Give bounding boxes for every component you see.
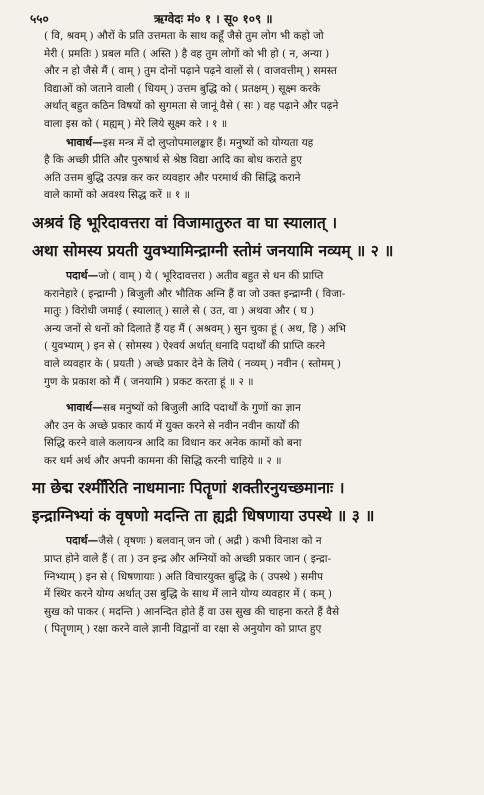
text-line: प्राप्त होने वाले हैं ( ता ) उन इन्द्र और अग्नियों को अच्छी प्रकार जान ( इन्द्रा-	[44, 553, 331, 566]
verse-2-bhavartha	[44, 399, 470, 470]
text-line: गुण के प्रकाश को मैं ( जनयामि ) प्रकट करता हूं ॥ २ ॥	[44, 375, 254, 388]
text-line: वाले कामों को अवश्य सिद्ध करें ॥ १ ॥	[44, 189, 190, 202]
text-line: करानेहारे ( इन्द्राग्नी ) बिजुली और भौतिक अग्नि हैं वा जो उक्त इन्द्राग्नी ( विजा-	[44, 287, 346, 300]
verse-1-meaning-tail	[44, 28, 470, 134]
text-line: में स्थिर करने योग्य अर्थात् उस बुद्धि के साथ में लाने योग्य व्यवहार में ( कम् )	[44, 588, 333, 601]
text-line: और उन के अच्छे प्रकार कार्य में युक्त करने से नवीन नवीन कार्यों की	[44, 419, 300, 432]
mantra-line: अथा सोमस्य प्रयती युवभ्यामिन्द्राग्नी स्तोमं जनयामि नव्यम् ॥ २ ॥	[32, 240, 394, 260]
page-number: ५५०	[30, 12, 49, 26]
text-line: और न हो जैसे मैं ( वाम् ) तुम दोनों पढ़ाने पढ़ने वालों से ( वाजवत्तीम् ) समस्त	[44, 65, 337, 78]
text-line: जैसे ( वृषणः ) बलवान् जन जो ( अद्री ) कभी विनाश को न	[98, 535, 322, 548]
verse-1-bhavartha	[44, 134, 470, 205]
text-line: ( पितॄणाम् ) रक्षा करने वाले ज्ञानी विद्वानों वा रक्षा से अनुयोग को प्राप्त हुए	[44, 623, 322, 636]
running-reference: ऋग्वेदः मं० १ । सू० १०९ ॥	[154, 12, 273, 26]
text-line: सिद्धि करने वाले कलायन्त्र आदि का विधान कर अनेक कामों को बना	[44, 437, 302, 450]
text-line: जो ( वाम् ) ये ( भूरिदावत्तरा ) अतीव बहुत से धन की प्राप्ति	[98, 269, 324, 282]
text-line: विद्याओं को जताने वाली ( धियम् ) उत्तम बुद्धि को ( प्रतक्षम् ) सूक्ष्म करके	[44, 82, 321, 95]
mantra-3	[32, 474, 470, 530]
mantra-line: मा छेद्म रश्मीँरिति नाधमानाः पितॄणां शक्तीरनुयच्छमानाः ।	[32, 478, 345, 498]
text-line: मेरी ( प्रमतिः ) प्रबल मति ( अस्ति ) है वह तुम लोगों को भी हो ( न, अन्या )	[44, 47, 330, 60]
text-line: है कि अच्छी प्रीति और पुरुषार्थ से श्रेष्ठ विद्या आदि का बोध कराते हुए	[44, 154, 302, 167]
text-line: ग्निभ्याम् ) इन से ( धिषणायाः ) अति विचारयुक्त बुद्धि के ( उपस्थे ) समीप	[44, 570, 323, 583]
text-line: मातुः ) विरोधी जमाई ( स्यालात् ) साले से ( उत, वा ) अथवा और ( घ )	[44, 305, 315, 318]
text-line: ( युवभ्याम् ) इन से ( सोमस्य ) ऐश्वर्य अर्थात् धनादि पदार्थों की प्राप्ति करने	[44, 340, 326, 353]
text-line: कर धर्म अर्थ और अपनी कामना की सिद्धि करनी चाहिये ॥ २ ॥	[44, 454, 282, 467]
section-heading: भावार्थ—	[66, 401, 103, 415]
section-heading: पदार्थ—	[66, 268, 99, 282]
verse-3-padartha	[44, 532, 470, 639]
text-line: अर्थात् बहुत कठिन विषयों को सुगमता से जानूं वैसे ( सः ) वह पढ़ाने और पढ़ने	[44, 100, 339, 113]
text-line: सब मनुष्यों को बिजुली आदि पदार्थों के गुणों का ज्ञान	[102, 402, 301, 415]
text-line: इस मन्त्र में दो लुप्तोपमालङ्कार हैं। मनुष्यों को योग्यता यह	[102, 136, 314, 149]
text-line: अन्य जनों से धनों को दिलाते हैं यह मैं ( अश्रवम् ) सुन चुका हूं ( अथ, हि ) अभि	[44, 322, 346, 335]
mantra-line: अश्रवं हि भूरिदावत्तरा वां विजामातुरुत वा घा स्यालात् ।	[32, 212, 338, 232]
mantra-line: इन्द्राग्निभ्यां कं वृषणो मदन्ति ता ह्यद्री धिषणाया उपस्थे ॥ ३ ॥	[32, 506, 375, 526]
text-line: अति उत्तम बुद्धि उत्पन्न कर कर व्यवहार और परमार्थ की सिद्धि कराने	[44, 171, 301, 184]
page-header	[30, 6, 470, 28]
text-line: वाले व्यवहार के ( प्रयती ) अच्छे प्रकार देने के लिये ( नव्यम् ) नवीन ( स्तोमम् )	[44, 357, 341, 370]
section-heading: पदार्थ—	[66, 534, 99, 548]
section-heading: भावार्थ—	[66, 135, 103, 149]
verse-2-padartha	[44, 267, 470, 391]
text-line: सुख को पाकर ( मदन्ति ) आनन्दित होते हैं वा उस सुख की चाहना करते हैं वैसे	[44, 605, 340, 618]
text-line: ( वि, श्रवम् ) औरों के प्रति उत्तमता के साथ कहूँ जैसे तुम लोग भी कहो जो	[44, 30, 324, 42]
text-line: वाला इस को ( मह्यम् ) मेरे लिये सूक्ष्म करे । १ ॥	[44, 117, 228, 130]
mantra-2	[32, 209, 470, 265]
